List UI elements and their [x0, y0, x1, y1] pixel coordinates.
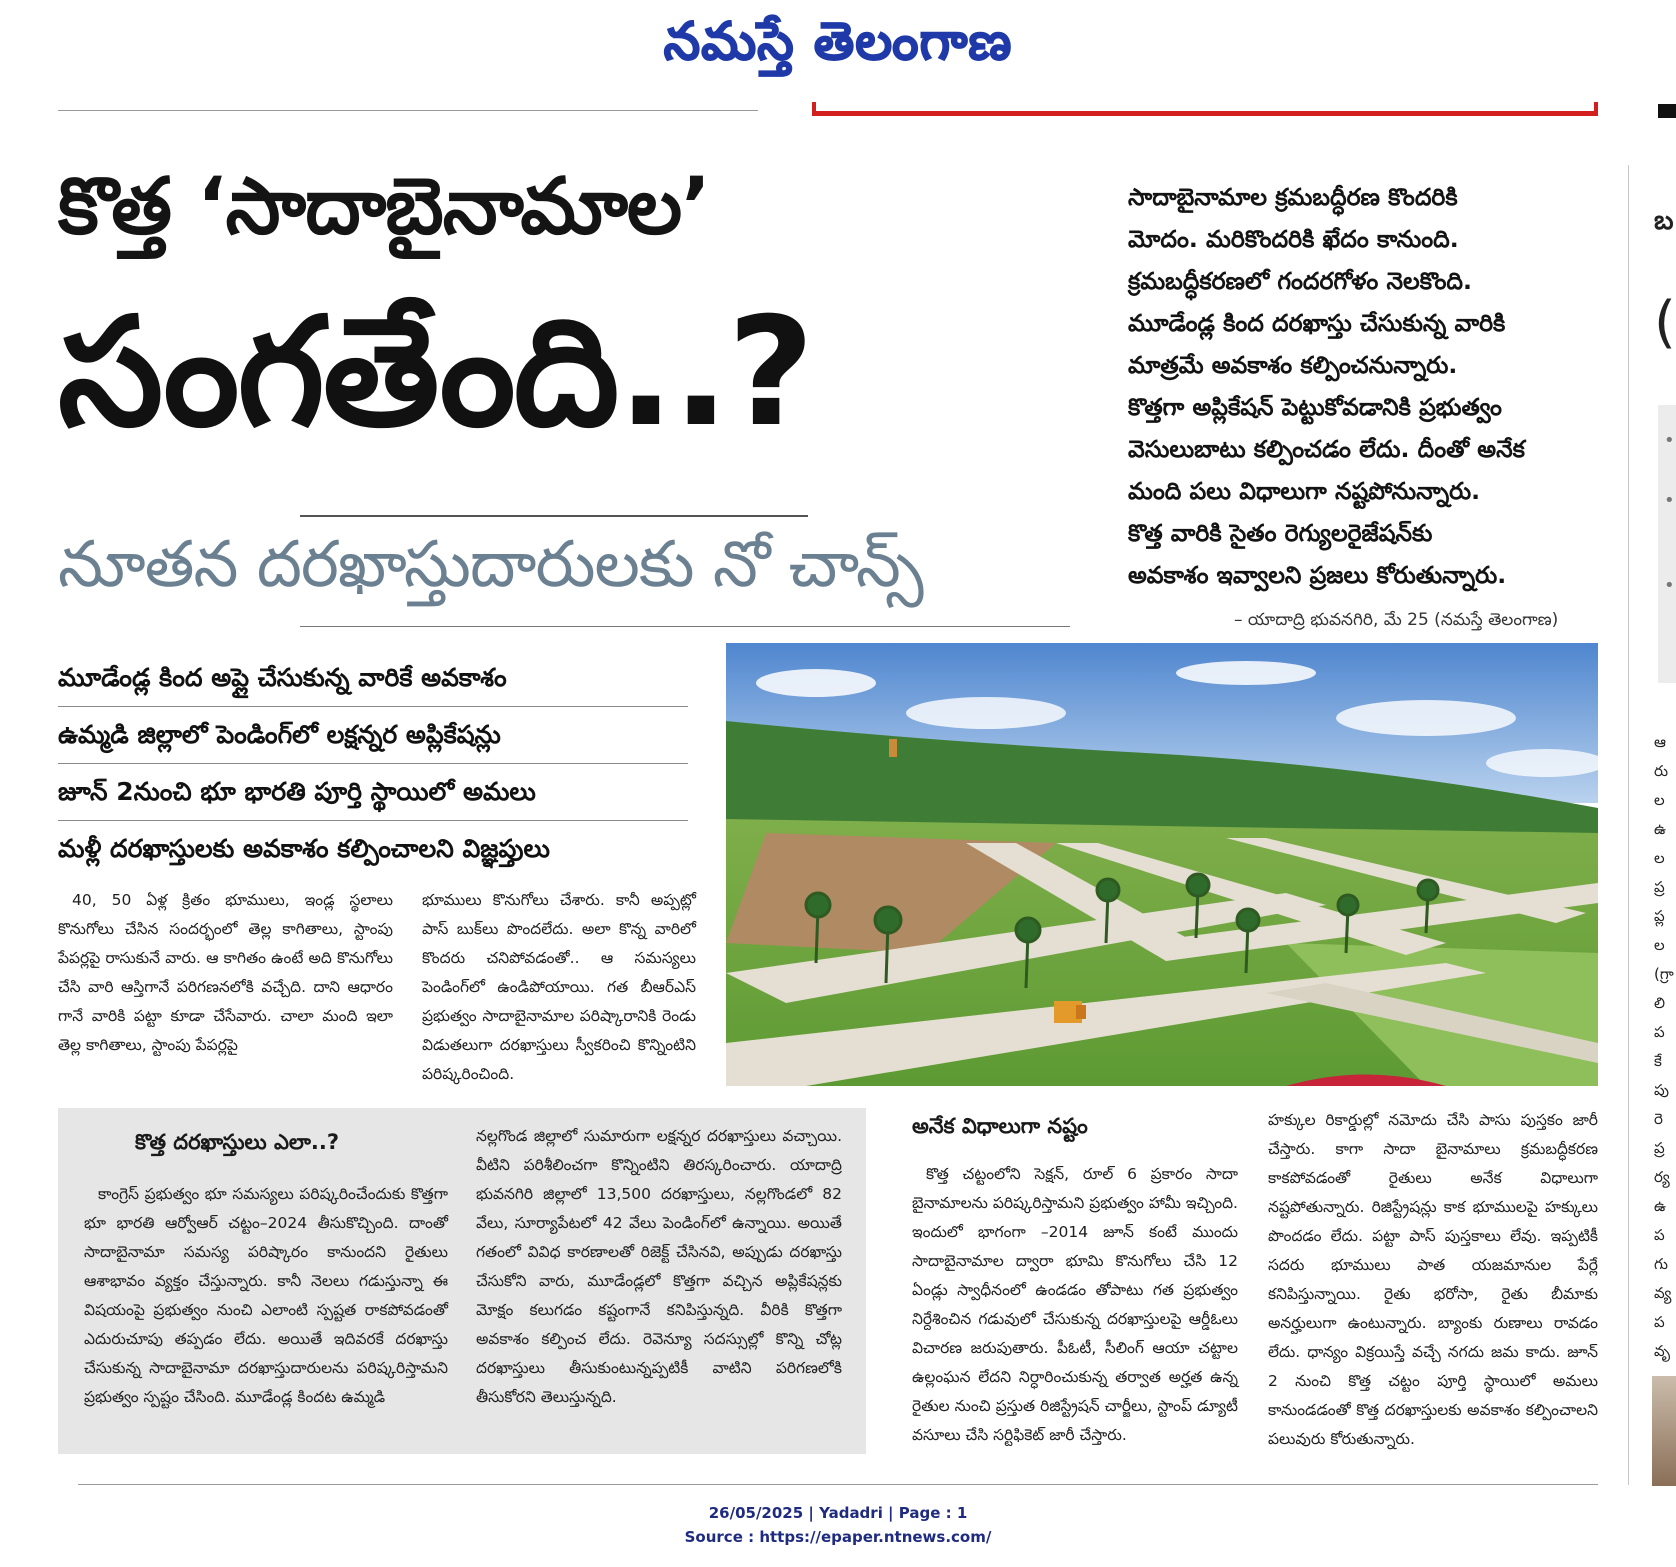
right-edge-fragment: ప్ర	[1654, 1139, 1665, 1157]
headline-line-2: సంగతేంది..?	[58, 286, 813, 460]
body-column-1	[58, 886, 393, 1060]
right-edge-fragment: ఉ	[1654, 1197, 1666, 1215]
body-paragraph: భూములు కొనుగోలు చేశారు. కానీ అప్పట్లో పాస్ బుక్‌లు పొందలేదు. అలా కొన్న వారిలో కొందరు చనిపోవడంతో.. ఆ సమస్యలు పెండింగ్‌లో ఉండిపోయాయి. గత బీఆర్‌ఎస్ ప్రభుత్వం సాదాబైనామాల పరిష్కారానికి రెండు విడుతలుగా దరఖాస్తులు స్వీకరించి కొన్నింటిని పరిష్కరించింది.	[422, 891, 696, 1083]
section-bracket-red	[812, 102, 1598, 116]
highlight-item: ఉమ్మడి జిల్లాలో పెండింగ్‌లో లక్షన్నర అప్లికేషన్లు	[58, 707, 688, 764]
section-column-1	[912, 1160, 1238, 1450]
box-column-1	[84, 1180, 448, 1412]
right-edge-fragment: లి	[1654, 994, 1665, 1012]
corner-mark	[1658, 104, 1676, 118]
box-paragraph: కాంగ్రెస్ ప్రభుత్వం భూ సమస్యలు పరిష్కరించేందుకు కొత్తగా భూ భారతి ఆర్వోఆర్ చట్టం–2024 తీసుకొచ్చింది. దాంతో సాదాబైనామా సమస్య పరిష్కారం కానుందని రైతులు ఆశాభావం వ్యక్తం చేస్తున్నారు. కానీ నెలలు గడుస్తున్నా ఈ విషయంపై ప్రభుత్వం నుంచి ఎలాంటి స్పష్టత రాకపోవడంతో ఎదురుచూపు తప్పడం లేదు. అయితే ఇదివరకే దరఖాస్తు చేసుకున్న సాదాబైనామా దరఖాస్తుదారులను పరిష్కరిస్తామని ప్రభుత్వం స్పష్టం చేసింది. మూడేండ్ల కిందట ఉమ్మడి	[84, 1185, 448, 1406]
subheadline: నూతన దరఖాస్తుదారులకు నో చాన్స్	[58, 528, 923, 602]
footer-date-line: 26/05/2025 | Yadadri | Page : 1	[708, 1504, 968, 1522]
right-edge-photo	[1652, 1376, 1676, 1486]
right-edge-fragment: పు	[1654, 1081, 1669, 1099]
right-edge-fragment: ప	[1654, 1023, 1665, 1041]
right-edge-fragment: ప	[1654, 1226, 1665, 1244]
body-paragraph: 40, 50 ఏళ్ల క్రితం భూములు, ఇండ్ల స్థలాలు కొనుగోలు చేసిన సందర్భంలో తెల్ల కాగితాలు, స్టాంపు పేపర్లపై రాసుకునే వారు. ఆ కాగితం ఉంటే అది కొనుగోలు చేసి వారి ఆస్తిగానే పరిగణనలోకి వచ్చేది. దాని ఆధారం గానే వారికి పట్టా కూడా చేసేవారు. చాలా మంది ఇలా తెల్ల కాగితాలు, స్టాంపు పేపర్లపై	[58, 891, 393, 1054]
dateline: – యాదాద్రి భువనగిరి, మే 25 (నమస్తే తెలంగాణ)	[1234, 610, 1559, 630]
masthead-rule	[58, 110, 758, 111]
section-paragraph: హక్కుల రికార్డుల్లో నమోదు చేసి పాసు పుస్తకం జారీ చేస్తారు. కాగా సాదా బైనామాలు క్రమబద్ధీకరణ కాకపోవడంతో రైతులు అనేక విధాలుగా నష్టపోతున్నారు. రిజిస్ట్రేషన్లు కాక భూములపై హక్కులు పొందడం లేదు. పట్టా పాస్ పుస్తకాలు లేవు. ఇప్పటికీ సదరు భూములు పాత యజమానుల పేర్లే కనిపిస్తున్నాయి. రైతు భరోసా, రైతు బీమాకు అనర్హులుగా ఉంటున్నారు. బ్యాంకు రుణాలు రావడం లేదు. ధాన్యం విక్రయిస్తే వచ్చే నగదు జమ కాదు. జూన్ 2 నుంచి కొత్త చట్టం పూర్తి స్థాయిలో అమలు కానుండడంతో కొత్త దరఖాస్తులకు అవకాశం కల్పించాలని పలువురు కోరుతున్నారు.	[1268, 1111, 1598, 1448]
right-edge-glyph: బ	[1654, 206, 1674, 236]
intro-line: మూడేండ్ల కింద దరఖాస్తు చేసుకున్న వారికి	[1128, 309, 1506, 337]
headline-line-1: కొత్త ‘సాదాబైనామాల’	[58, 162, 710, 252]
intro-line: మంది పలు విధాలుగా నష్టపోనున్నారు.	[1128, 477, 1481, 505]
right-edge-divider	[1628, 165, 1629, 1485]
right-edge-fragment: (గ్రా	[1654, 965, 1674, 983]
right-edge-glyph: (	[1654, 290, 1676, 355]
right-edge-fragment: వ్య	[1654, 1284, 1672, 1302]
right-edge-fragment: ఆ	[1654, 733, 1666, 751]
highlight-item: మళ్లీ దరఖాస్తులకు అవకాశం కల్పించాలని విజ్ఞప్తులు	[58, 834, 550, 863]
right-edge-fragment: రె	[1654, 1110, 1663, 1128]
intro-line: అవకాశం ఇవ్వాలని ప్రజలు కోరుతున్నారు.	[1128, 561, 1507, 589]
bottom-rule	[78, 1484, 1598, 1485]
intro-line: కొత్త వారికి సైతం రెగ్యులరైజేషన్‌కు	[1128, 519, 1433, 547]
right-edge-fragment: ప	[1654, 1313, 1665, 1331]
right-edge-fragment: రు	[1654, 762, 1669, 780]
land-layout-photo	[726, 643, 1598, 1086]
right-edge-fragment: ఉ	[1654, 820, 1666, 838]
intro-line: క్రమబద్ధీకరణలో గందరగోళం నెలకొంది.	[1128, 267, 1472, 295]
right-edge-fragment: ప్ర	[1654, 878, 1665, 896]
intro-line: వెసులుబాటు కల్పించడం లేదు. దీంతో అనేక	[1128, 435, 1525, 463]
headline-rule	[300, 515, 808, 517]
intro-line: మాత్రమే అవకాశం కల్పించనున్నారు.	[1128, 351, 1458, 379]
right-edge-fragment: ల	[1654, 849, 1665, 867]
right-edge-bullet: •	[1664, 490, 1675, 511]
footer-source-line: Source : https://epaper.ntnews.com/	[684, 1528, 992, 1546]
intro-paragraph	[1128, 176, 1598, 596]
intro-line: మోదం. మరికొందరికి ఖేదం కానుంది.	[1128, 225, 1459, 253]
intro-line: సాదాబైనామాల క్రమబద్ధీరణ కొందరికి	[1128, 183, 1458, 211]
right-edge-bullet: •	[1664, 430, 1675, 451]
right-edge-fragment: గు	[1654, 1255, 1668, 1273]
right-edge-fragment: వృ	[1654, 1342, 1670, 1360]
section-column-2	[1268, 1106, 1598, 1454]
section-title: అనేక విధాలుగా నష్టం	[912, 1114, 1088, 1138]
box-column-2	[476, 1122, 842, 1412]
right-edge-fragment: కే	[1654, 1052, 1662, 1070]
right-edge-bullet: •	[1664, 575, 1675, 596]
intro-line: కొత్తగా అప్లికేషన్ పెట్టుకోవడానికి ప్రభుత్వం	[1128, 393, 1502, 421]
box-title: కొత్త దరఖాస్తులు ఎలా..?	[135, 1130, 340, 1154]
masthead-logo: నమస్తే తెలంగాణ	[663, 12, 1013, 72]
right-edge-fragment: ప్ల	[1654, 907, 1665, 925]
right-edge-fragment: ల	[1654, 936, 1665, 954]
box-paragraph: నల్లగొండ జిల్లాలో సుమారుగా లక్షన్నర దరఖాస్తులు వచ్చాయి. వీటిని పరిశీలించగా కొన్నింటిని తిరస్కరించారు. యాదాద్రి భువనగిరి జిల్లాలో 13,500 దరఖాస్తులు, నల్లగొండలో 82 వేలు, సూర్యాపేటలో 42 వేలు పెండింగ్‌లో ఉన్నాయి. అయితే గతంలో వివిధ కారణాలతో రిజెక్ట్ చేసినవి, అప్పుడు దరఖాస్తు చేసుకోని వారు, మూడేండ్లలో కొత్తగా వచ్చిన అప్లికేషన్లకు మోక్షం కలుగడం కష్టంగానే కనిపిస్తున్నది. వీరికి కొత్తగా అవకాశం కల్పించ లేదు. రెవెన్యూ సదస్సుల్లో కొన్ని చోట్ల దరఖాస్తులు తీసుకుంటున్నప్పటికీ వాటిని పరిగణలోకి తీసుకోరని తెలుస్తున్నది.	[476, 1127, 842, 1406]
section-paragraph: కొత్త చట్టంలోని సెక్షన్, రూల్ 6 ప్రకారం సాదా బైనామాలను పరిష్కరిస్తామని ప్రభుత్వం హామీ ఇచ్చింది. ఇందులో భాగంగా –2014 జూన్ కంటే ముందు సాదాబైనామాల ద్వారా భూమి కొనుగోలు చేసి 12 ఏండ్లు స్వాధీనంలో ఉండడం తోపాటు గత ప్రభుత్వం నిర్దేశించిన గడువులో చేసుకున్న దరఖాస్తులపై ఆర్డీఓలు విచారణ జరుపుతారు. పీఓటీ, సీలింగ్ ఆయా చట్టాల ఉల్లంఘన లేదని నిర్ధారించుకున్న తర్వాత అర్హత ఉన్న రైతుల నుంచి ప్రస్తుత రిజిస్ట్రేషన్ చార్జీలు, స్టాంప్ డ్యూటీ వసూలు చేసి సర్టిఫికెట్ జారీ చేస్తారు.	[912, 1165, 1238, 1444]
highlight-item: జూన్ 2నుంచి భూ భారతి పూర్తి స్థాయిలో అమలు	[58, 764, 688, 821]
right-edge-fragment: ల	[1654, 791, 1665, 809]
right-edge-fragment: ర్య	[1654, 1168, 1670, 1186]
highlights-list	[58, 650, 688, 877]
subheadline-rule	[300, 626, 1070, 627]
highlight-item: మూడేండ్ల కింద అప్లై చేసుకున్న వారికే అవకాశం	[58, 650, 688, 707]
right-edge-column	[1654, 728, 1676, 1366]
body-column-2	[422, 886, 696, 1089]
